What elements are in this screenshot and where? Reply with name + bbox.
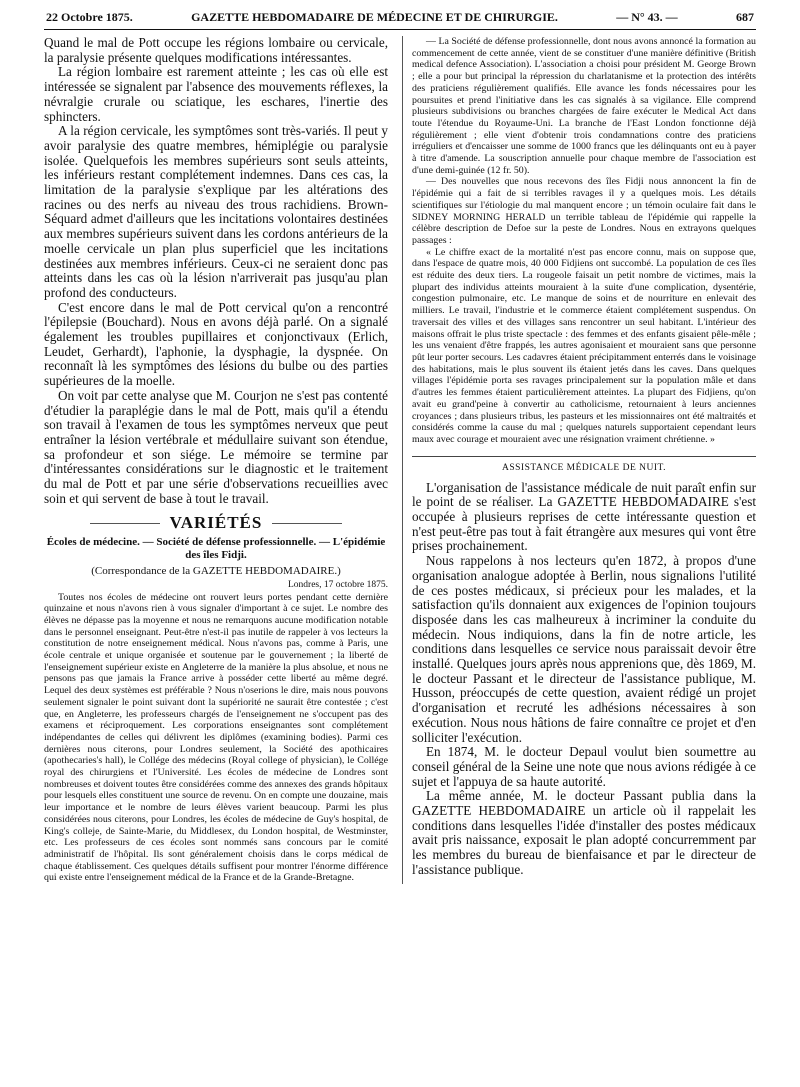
header-issue-number: — N° 43. —: [616, 10, 678, 24]
paragraph: La même année, M. le docteur Passant publia dans la GAZETTE HEBDOMADAIRE un article où il rappelait les conditions dans lesquelles l'idée d'installer des postes médicaux avait pris naissance, exposait le plan adopté concurremment par les membres du bureau de bienfaisance et par le directeur de l'assistance publique.: [412, 788, 756, 877]
paragraph: Toutes nos écoles de médecine ont rouvert leurs portes pendant cette dernière quinzaine et nous n'avons rien à vous signaler d'important à ce sujet. Le nombre des élèves ne dépasse pas la moyenne et nous ne remarquons aucune modification notable dans le personnel enseignant. Peut-être n'est-il pas inutile de rappeler à vos lecteurs la constitution de notre enseignement médical. Nous n'avons pas, comme à Paris, une école centrale et unique organisée et soutenue par le gouvernement ; la liberté de l'enseignement supérieur existe en Angleterre de la manière la plus absolue, et nous ne pensons pas que jamais la France arrive à posséder cette liberté au même degré. Lequel des deux systèmes est préférable ? Nous n'oserions le dire, mais nous pouvons seulement signaler le point suivant dont la supériorité ne saurait être contestée ; c'est que, en Angleterre, les professeurs chargés de l'enseignement ne s'occupent pas des examens et réciproquement. Les corporations enseignantes sont complétement indépendantes de celles qui délivrent les diplômes (examining bodies). Parmi ces dernières nous citerons, pour Londres seulement, la Société des apothicaires (apothecaries's hall), le Collége des médecins (Royal college of physician), le Collége royal des chirurgiens et l'Université. Les écoles de médecine de Londres sont nombreuses et doivent toutes être considérées comme des annexes des grands hôpitaux pour lesquels elles constituent une source de revenu. On en compte une douzaine, mais leur importance et le nombre de leurs élèves varient beaucoup. Parmi les plus considérées nous citerons, pour Londres, les écoles de médecine de Guy's hospital, de King's colleje, de Sainte-Marie, du Middlesex, du London hospital, de Westminster, etc. Les professeurs de ces écoles sont nommés sans concours par le comité administratif de l'hôpital. Ils sont généralement choisis dans le corps médical de chaque établissement. Ces quelques détails suffisent pour montrer l'énorme différence qui existe entre l'enseignement médical de la France et de la Grande-Bretagne.: [44, 591, 388, 884]
paragraph: En 1874, M. le docteur Depaul voulut bien soumettre au conseil général de la Seine une note que nous avions rédigée à ce sujet et l'appuya de sa haute autorité.: [412, 744, 756, 789]
paragraph: A la région cervicale, les symptômes sont très-variés. Il peut y avoir paralysie des quatre membres, hémiplégie ou paralysie isolée. Quelquefois les membres supérieurs sont seuls atteints, les inférieurs restant complétement indemnes. Dans ces cas, la limitation de la paralysie s'explique par les altérations des racines ou des nerfs au niveau des trous rachidiens. Brown-Séquard admet d'ailleurs que les incitations volontaires destinées aux membres supérieurs suivent dans les cordons antérieurs de la moelle cervicale un plan plus superficiel que les incitations destinées aux membres inférieurs. Ceux-ci ne seraient donc pas atteints dans les cas où la lésion n'arriverait pas jusqu'au plan profond des conducteurs.: [44, 123, 388, 300]
correspondance-line: (Correspondance de la GAZETTE HEBDOMADAIRE.): [91, 564, 341, 577]
quoted-paragraph: « Le chiffre exact de la mortalité n'est pas encore connu, mais on suppose que, dans l'espace de quatre mois, 40 000 Fidjiens ont succombé. La population de ces îles est réduite des deux tiers. La rougeole faisait un petit nombre de victimes, mais la plupart des individus atteints mouraient à la suite d'une complication, dysentérie, congestion pulmonaire, etc. Le manque de soins et de nourriture en enlevait des milliers. Le travail, l'industrie et le commerce étaient complétement suspendus. On traversait des villes et des villages sans rencontrer un seul habitant. L'intérieur des maisons offrait le plus triste spectacle : des femmes et des enfants gisaient pêle-mêle ; les uns venaient d'être frappés, les autres agonisaient et mouraient sans que personne pût leur porter secours. Les cadavres étaient précipitamment enterrés dans le voisinage des habitations, mais le plus souvent ils étaient jetés dans les caves. Dans quelques villages l'épidémie porta ses ravages principalement sur la population mâle et dans d'autres les femmes étaient particulièrement atteintes. La plupart des Fidjiens, qu'on avait eu grand'peine à convertir au catholicisme, retournaient à leurs anciennes croyances ; dans plusieurs tribus, les pasteurs et les missionnaires ont été maltraités et considérés comme la cause du mal ; quelques naturels supportaient cependant leurs maux avec courage et mouraient avec une résignation vraiment chrétienne. »: [412, 246, 756, 445]
paragraph: Quand le mal de Pott occupe les régions lombaire ou cervicale, la paralysie présente quelques modifications intéressantes.: [44, 35, 388, 65]
paragraph: Nous rappelons à nos lecteurs qu'en 1872, à propos d'une organisation analogue adoptée à Berlin, nous signalions l'utilité de ces postes médicaux, si précieux pour les malades, et la satisfaction qu'ils donnaient aux exigences de l'opinion toujours disposée dans les cas malheureux à incriminer la conduite du médecin. Nous indiquions, dans la fin de notre article, les conditions dans lesquelles ce service nous paraissait devoir être installé. Quelques jours après nous apprenions que, dès 1869, M. le docteur Passant et le directeur de l'assistance publique, M. Husson, préoccupés de cette question, avaient rédigé un projet d'organisation et recruté les adhésions nécessaires à son exécution. Nous nous hâtions de faire connaître ce projet et d'en solliciter l'exécution.: [412, 553, 756, 745]
right-column: [402, 36, 756, 884]
section-subtitle: Écoles de médecine. — Société de défense professionnelle. — L'épidémie des îles Fidji.: [46, 535, 386, 561]
paragraph: — La Société de défense professionnelle, dont nous avons annoncé la formation au commencement de cette année, vient de se constituer d'une manière définitive (British medical defence Association). L'association a choisi pour président M. George Brown ; elle a pour but principal la répression du charlatanisme et la protection des intérêts des praticiens régulièrement qualifiés. Elle avance les fonds nécessaires pour les poursuites et prend l'initiative dans les cas signalés à sa vigilance. Elle comprend plusieurs subdivisions ou branches chargées de faire exécuter le Medical Act dans toute l'étendue du Royaume-Uni. La branche de l'East London fonctionne déjà régulièrement ; elle vient d'obtenir trois condamnations contre des praticiens irréguliers et d'encaisser une somme de 1000 francs que les délinquants ont eu à payer à titre d'amende. La souscription annuelle pour chaque membre de l'association est d'une demi-guinée (12 fr. 50).: [412, 36, 756, 176]
page-header: [44, 10, 756, 30]
paragraph: C'est encore dans le mal de Pott cervical qu'on a rencontré l'épilepsie (Bouchard). Nous en avons déjà parlé. On a signalé également les troubles pupillaires et conjonctivaux (Erlich, Leudet, Gerhardt), l'aphonie, la dysphagie, la dyspnée. On reconnaît là les symptômes des lésions du bulbe ou des parties supérieures de la moelle.: [44, 299, 388, 389]
paragraph: La région lombaire est rarement atteinte ; les cas où elle est intéressée se signalent par l'absence des mouvements réflexes, la névralgie crurale ou sciatique, les eschares, l'inertie des sphincters.: [44, 64, 388, 124]
header-journal-title: GAZETTE HEBDOMADAIRE DE MÉDECINE ET DE CHIRURGIE.: [191, 10, 558, 24]
paragraph: L'organisation de l'assistance médicale de nuit paraît enfin sur le point de se réaliser. La GAZETTE HEBDOMADAIRE s'est occupée à plusieurs reprises de cette intéressante question et n'est peut-être pas tout à fait étrangère aux mesures qui vont être prises prochainement.: [412, 479, 756, 554]
header-date: 22 Octobre 1875.: [46, 10, 133, 24]
paragraph: — Des nouvelles que nous recevons des îles Fidji nous annoncent la fin de l'épidémie qui a fait de si terribles ravages il y a quelques mois. Les détails scientifiques sur l'étiologie du mal manquent encore ; un témoin oculaire fait dans le SIDNEY MORNING HERALD un terrible tableau de l'épidémie qui rappelle la célèbre description de Defoe sur la peste de Londres. Nous en extrayons quelques passages :: [412, 176, 756, 246]
article-heading: ASSISTANCE MÉDICALE DE NUIT.: [412, 456, 756, 473]
paragraph: On voit par cette analyse que M. Courjon ne s'est pas contenté d'étudier la paraplégie dans le mal de Pott, mais qu'il a étendu son travail à l'examen de tous les symptômes nerveux que peut entraîner la lésion vertébrale et médullaire suivant son étendue, sa profondeur et son siége. Le mémoire se termine par d'intéressantes considérations sur le diagnostic et le traitement du mal de Pott et par une série d'observations recueillies avec soin et qui servent de base à tout le travail.: [44, 387, 388, 506]
section-title: VARIÉTÉS: [44, 513, 388, 533]
header-page-number: 687: [735, 10, 754, 24]
dateline: Londres, 17 octobre 1875.: [288, 579, 388, 590]
left-column: [44, 36, 388, 884]
